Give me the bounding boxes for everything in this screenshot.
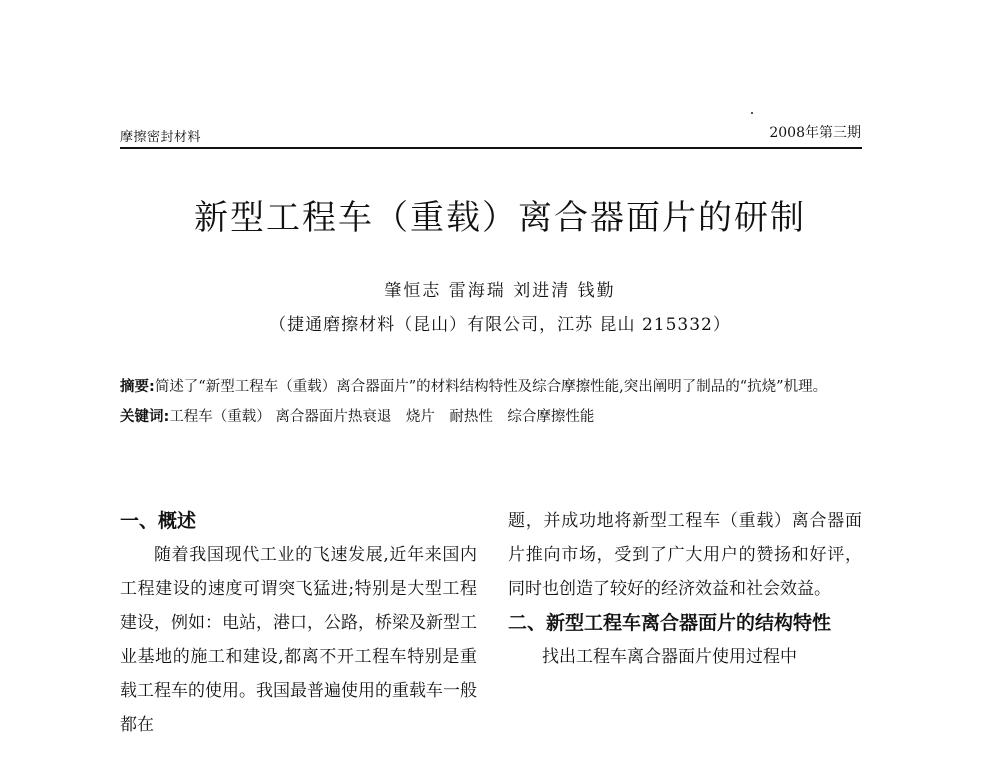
section-2-heading: 二、新型工程车离合器面片的结构特性 bbox=[508, 612, 832, 634]
author-list: 肇恒志 雷海瑞 刘进清 钱勤 bbox=[384, 281, 616, 301]
abstract bbox=[120, 372, 865, 402]
keywords-label: 关键词: bbox=[120, 409, 170, 425]
running-header bbox=[120, 120, 861, 144]
header-rule bbox=[120, 147, 862, 149]
right-column bbox=[508, 504, 862, 674]
article-title: 新型工程车（重载）离合器面片的研制 bbox=[194, 198, 806, 238]
section-1-paragraph: 随着我国现代工业的飞速发展,近年来国内工程建设的速度可谓突飞猛进;特别是大型工程建设，例如：电站，港口，公路，桥梁及新型工业基地的施工和建设,都离不开工程车特别是重载工程车的使用。我国最普遍使用的重载车一般都在 bbox=[120, 545, 477, 735]
keywords-text: 工程车（重载） 离合器面片热衰退 烧片 耐热性 综合摩擦性能 bbox=[169, 409, 595, 425]
section-2-paragraph: 找出工程车离合器面片使用过程中 bbox=[542, 647, 797, 667]
keywords bbox=[120, 402, 865, 432]
journal-name: 摩擦密封材料 bbox=[120, 130, 202, 145]
abstract-label: 摘要: bbox=[120, 379, 155, 395]
affiliation: （捷通磨擦材料（昆山）有限公司，江苏 昆山 215332） bbox=[269, 315, 731, 335]
left-column bbox=[120, 504, 477, 742]
abstract-text: 简述了“新型工程车（重载）离合器面片”的材料结构特性及综合摩擦性能,突出阐明了制品的“抗烧”机理。 bbox=[154, 379, 828, 395]
continued-paragraph: 题，并成功地将新型工程车（重载）离合器面片推向市场，受到了广大用户的赞扬和好评，同时也创造了较好的经济效益和社会效益。 bbox=[508, 511, 862, 599]
scan-speck bbox=[751, 112, 753, 114]
abstract-block bbox=[120, 372, 865, 432]
section-1-heading: 一、概述 bbox=[120, 510, 197, 532]
issue-label: 2008年第三期 bbox=[769, 125, 861, 141]
